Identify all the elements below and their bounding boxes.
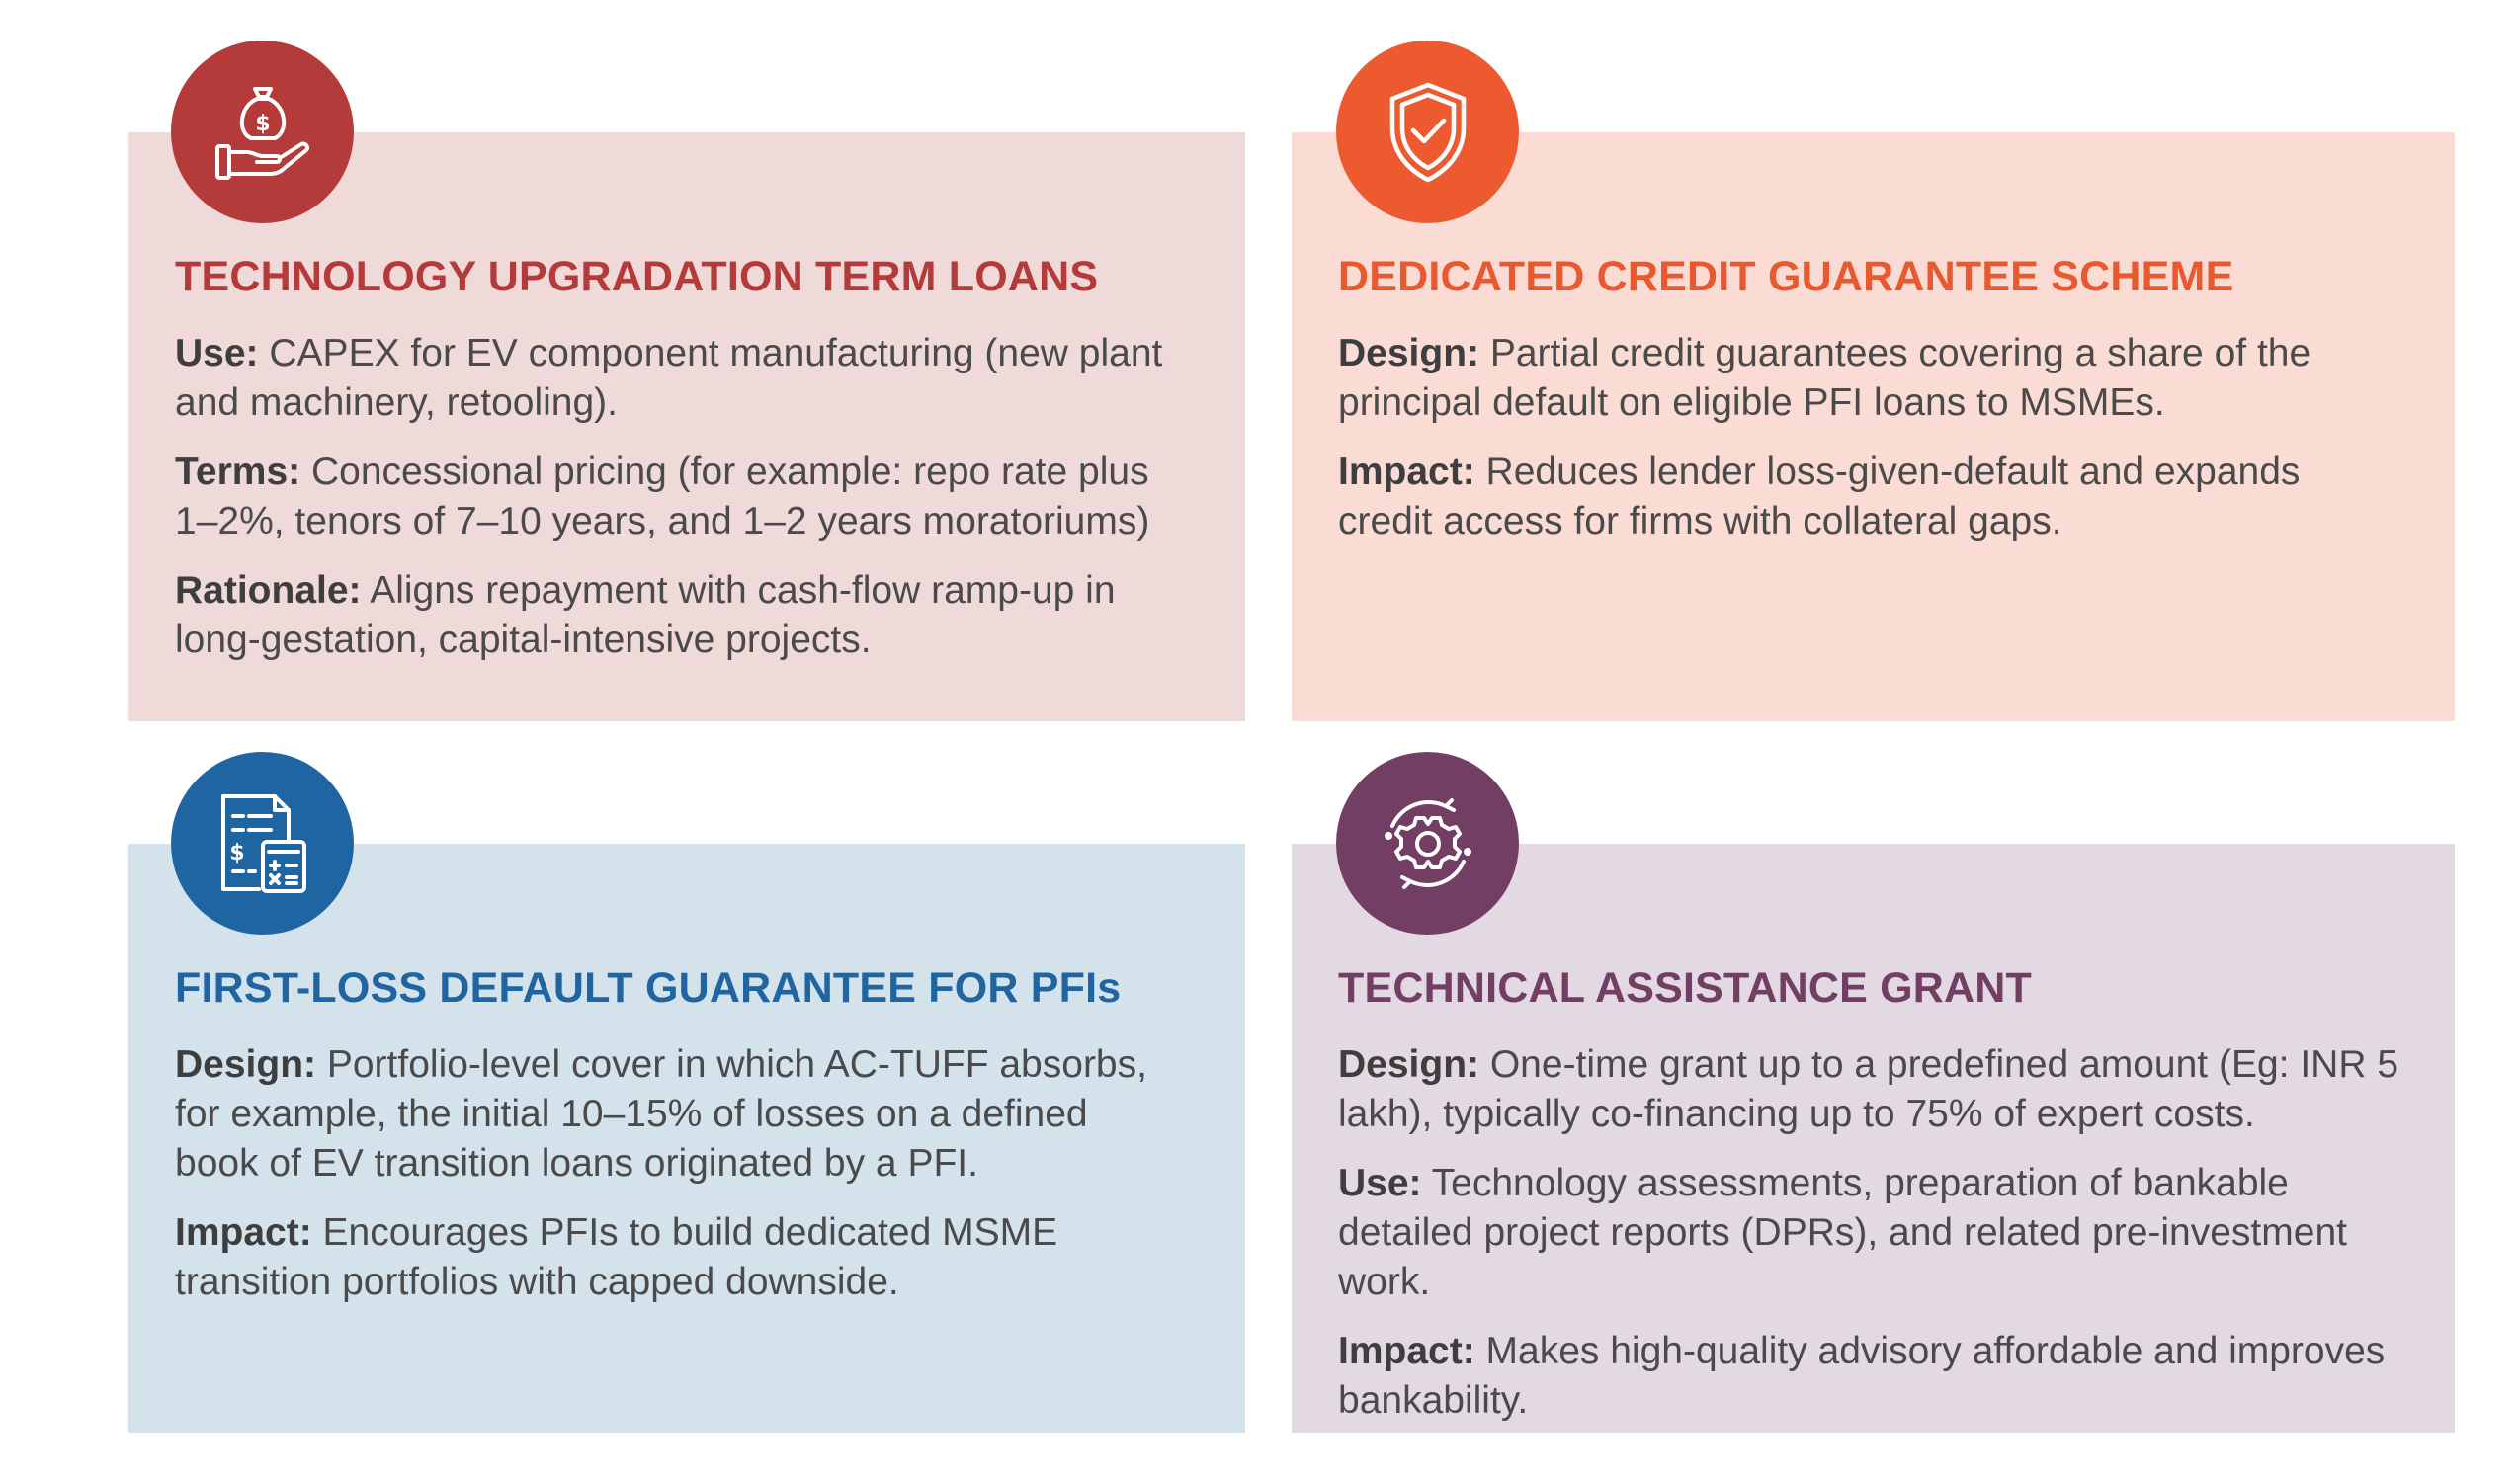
- paragraph-label: Design:: [1338, 1043, 1480, 1087]
- card-paragraph: [175, 448, 1173, 546]
- card-paragraph: [175, 329, 1163, 428]
- card-paragraph: [1338, 1040, 2405, 1139]
- paragraph-label: Design:: [175, 1043, 317, 1087]
- card-technology-upgradation: [128, 132, 1245, 721]
- card-paragraph: [1338, 1327, 2405, 1426]
- paragraph-label: Impact:: [175, 1211, 312, 1255]
- card-title: TECHNOLOGY UPGRADATION TERM LOANS: [175, 253, 1099, 300]
- card-title: FIRST-LOSS DEFAULT GUARANTEE FOR PFIs: [175, 964, 1122, 1012]
- card-title: TECHNICAL ASSISTANCE GRANT: [1338, 964, 2032, 1012]
- paragraph-label: Impact:: [1338, 1330, 1475, 1373]
- paragraph-text: Reduces lender loss-given-default and expands credit access for firms with collateral gaps.: [1338, 451, 2301, 543]
- paragraph-text: Concessional pricing (for example: repo rate plus 1–2%, tenors of 7–10 years, and 1–2 years moratoriums): [175, 451, 1150, 543]
- paragraph-label: Rationale:: [175, 569, 362, 613]
- svg-text:$: $: [228, 840, 245, 865]
- card-paragraph: [1338, 1159, 2415, 1307]
- money-bag-hand-icon: [171, 41, 354, 223]
- card-paragraph: [175, 1040, 1163, 1189]
- card-title: DEDICATED CREDIT GUARANTEE SCHEME: [1338, 253, 2234, 300]
- card-paragraph: [175, 1208, 1163, 1307]
- paragraph-text: Technology assessments, preparation of bankable detailed project reports (DPRs), and related pre-investment work.: [1338, 1162, 2347, 1304]
- paragraph-label: Impact:: [1338, 451, 1475, 494]
- paragraph-text: Aligns repayment with cash-flow ramp-up in long-gestation, capital-intensive projects.: [175, 569, 1116, 662]
- paragraph-label: Terms:: [175, 451, 301, 494]
- paragraph-text: Partial credit guarantees covering a share of the principal default on eligible PFI loans to MSMEs.: [1338, 332, 2311, 425]
- paragraph-text: Makes high-quality advisory affordable and improves bankability.: [1338, 1330, 2386, 1423]
- document-calculator-icon: [171, 752, 354, 935]
- card-paragraph: [1338, 329, 2336, 428]
- paragraph-label: Use:: [175, 332, 259, 375]
- card-first-loss-guarantee: [128, 844, 1245, 1433]
- svg-text:$: $: [254, 111, 271, 136]
- paragraph-text: Portfolio-level cover in which AC-TUFF absorbs, for example, the initial 10–15% of losses on a defined book of EV transition loans originated by a PFI.: [175, 1043, 1147, 1186]
- paragraph-text: CAPEX for EV component manufacturing (new plant and machinery, retooling).: [175, 332, 1163, 425]
- paragraph-label: Design:: [1338, 332, 1480, 375]
- card-technical-assistance: [1292, 844, 2455, 1433]
- paragraph-text: One-time grant up to a predefined amount (Eg: INR 5 lakh), typically co-financing up to 75% of expert costs.: [1338, 1043, 2399, 1136]
- paragraph-label: Use:: [1338, 1162, 1422, 1205]
- card-credit-guarantee: [1292, 132, 2455, 721]
- card-paragraph: [175, 566, 1163, 665]
- paragraph-text: Encourages PFIs to build dedicated MSME transition portfolios with capped downside.: [175, 1211, 1058, 1304]
- card-paragraph: [1338, 448, 2336, 546]
- gear-cycle-icon: [1336, 752, 1519, 935]
- shield-check-icon: [1336, 41, 1519, 223]
